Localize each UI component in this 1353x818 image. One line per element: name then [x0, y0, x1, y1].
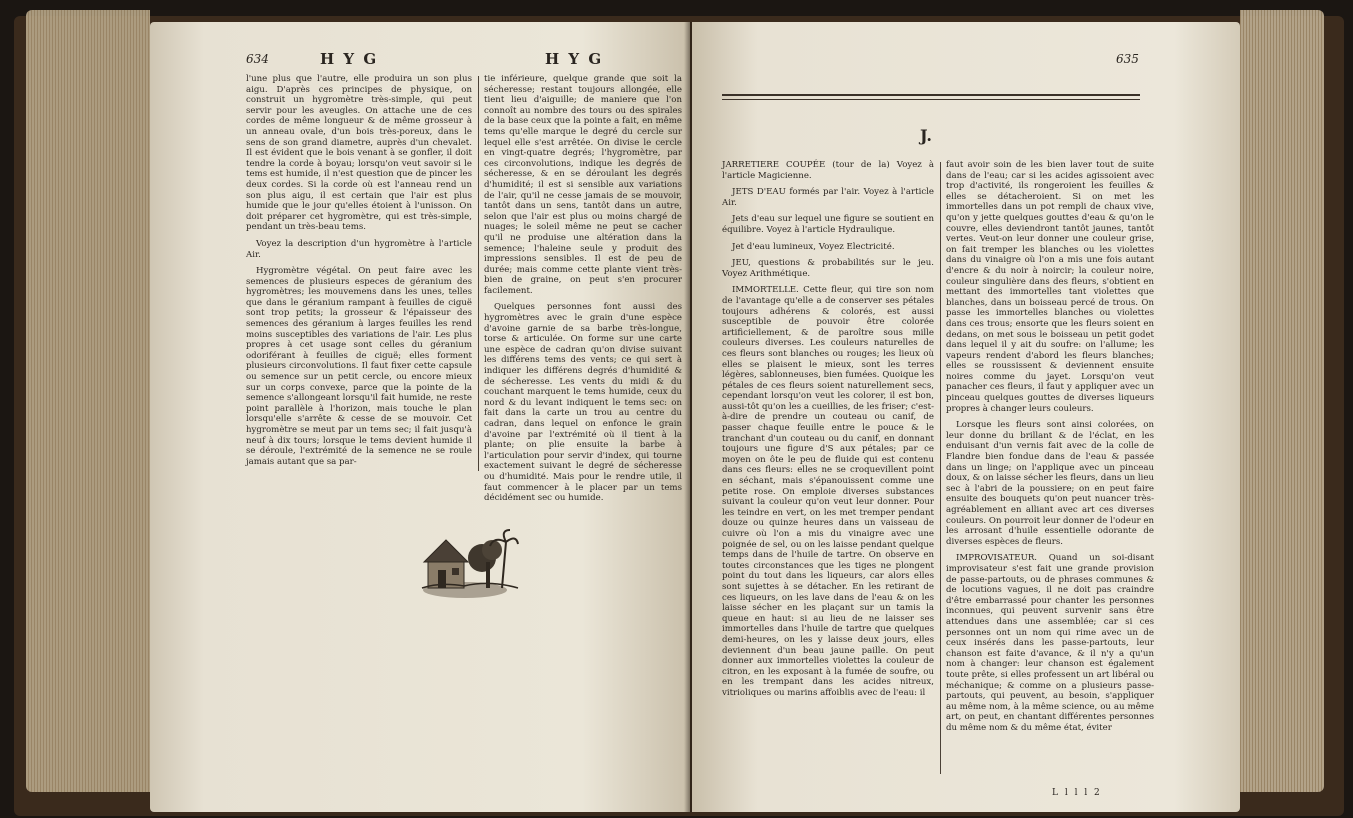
paragraph: Jets d'eau sur lequel une figure se soutient en équilibre. Voyez à l'article Hydraulique. [722, 214, 934, 235]
left-column-1 [246, 74, 472, 474]
paragraph: IMMORTELLE. Cette fleur, qui tire son nom de l'avantage qu'elle a de conserver ses pétales toujours adhérens & colorés, est aussi susceptible de pouvoir être colorée artificiellement, & de paroître sous mille couleurs diverses. Les couleurs naturelles de ces fleurs sont blanches ou rouges; les lieux où elles se plaisent le mieux, sont les terres légères, sablonneuses, bien fumées. Quoique les pétales de ces fleurs soient naturellement secs, cependant lorsqu'on veut les colorer, il est bon, aussi-tôt qu'on les a cueillies, de les friser; c'est-à-dire de prendre un couteau ou canif, de passer chaque feuille entre le pouce & le tranchant d'un couteau ou du canif, en donnant toujours une figure d'S aux pétales; par ce moyen on ôte le peu de fluide qui est contenu dans ces fleurs: elles ne se croquevillent point en séchant, mais s'épanouissent comme une petite rose. On emploie diverses substances suivant la couleur qu'on veut leur donner. Pour les teindre en vert, on les met tremper pendant douze ou quinze heures dans un vaisseau de cuivre où l'on a mis du vinaigre avec une poignée de sel, ou on les laisse pendant quelque temps dans de l'huile de tartre. On observe en toutes circonstances que les tiges ne plongent point du tout dans les liqueurs, car alors elles sont sujettes à se détacher. En les retirant de ces liqueurs, on les lave dans de l'eau & on les laisse sécher en les plaçant sur un tamis la queue en haut: si au lieu de ne laisser ses immortelles dans l'huile de tartre que quelques demi-heures, on les y laisse deux jours, elles deviennent d'un beau jaune paille. On peut donner aux immortelles violettes la couleur de citron, en les exposant à la fumée de soufre, ou en les trempant dans les acides nitreux, vitrioliques ou marins affoiblis avec de l'eau: il [722, 285, 934, 698]
paragraph: JARRETIERE COUPÉE (tour de la) Voyez à l'article Magicienne. [722, 160, 934, 181]
ornamental-rule [722, 94, 1140, 96]
left-column-2 [484, 74, 682, 504]
section-letter: J. [920, 126, 932, 145]
column-rule [478, 76, 479, 471]
page-number-left: 634 [246, 52, 269, 66]
right-column-1 [722, 160, 934, 780]
vignette-engraving [420, 522, 520, 602]
paragraph: l'une plus que l'autre, elle produira un son plus aigu. D'après ces principes de physique, on construit un hygromètre très-simple, qui peut servir pour les aveugles. On attache une de ces cordes de même longueur & de même grosseur à un anneau ovale, d'un bois très-poreux, dans le sens de son grand diametre, auprès d'un chevalet. Il est évident que le bois venant à se gonfler, il doit tendre la corde à boyau; lorsqu'on veut savoir si le tems est humide, il n'est question que de pincer les deux cordes. Si la corde où est l'anneau rend un son plus aigu, il est certain que l'air est plus humide que le jour qu'elles étoient à l'unisson. On doit préparer cet hygromètre, qui est très-simple, pendant un très-beau tems. [246, 74, 472, 233]
paragraph: Jet d'eau lumineux, Voyez Electricité. [732, 241, 895, 252]
column-rule [940, 162, 941, 774]
ornamental-rule-thin [722, 99, 1140, 100]
running-header-right: H Y G [545, 50, 604, 68]
paragraph: faut avoir soin de les bien laver tout de suite dans de l'eau; car si les acides agissoient avec trop d'activité, ils rongeroient les feuilles & elles se détacheroient. Si on met les immortelles dans un pot rempli de chaux vive, qu'on y jette quelques gouttes d'eau & qu'on le couvre, elles deviendront tantôt jaunes, tantôt vertes. Veut-on leur donner une couleur grise, on fait tremper les blanches ou les violettes dans du vinaigre où l'on a mis une fois autant d'encre & du noir à noircir; la couleur noire, couleur singulière dans des fleurs, s'obtient en mettant des immortelles tant violettes que blanches, dans un boisseau percé de trous. On passe les immortelles blanches ou violettes dans ces trous; ensorte que les fleurs soient en dedans, on met sous le boisseau un petit godet dans lequel il y ait du soufre: on l'allume; les vapeurs rendent d'abord les fleurs blanches; elles se roussissent & deviennent ensuite noires comme du jayet. Lorsqu'on veut panacher ces fleurs, il faut y appliquer avec un pinceau quelques gouttes de diverses liqueurs propres à changer leurs couleurs. [946, 160, 1154, 414]
running-header-left: H Y G [320, 50, 379, 68]
page-number-right: 635 [1116, 52, 1139, 66]
paragraph: Voyez la description d'un hygromètre à l'article Air. [246, 238, 472, 260]
paragraph: JEU, questions & probabilités sur le jeu. Voyez Arithmétique. [722, 258, 934, 279]
page-edges-right [1240, 10, 1324, 792]
right-column-2 [946, 160, 1154, 780]
paragraph: Hygromètre végétal. On peut faire avec les semences de plusieurs especes de géranium des hygromètres; les mouvemens dans les unes, telles que dans le géranium rampant à feuilles de ciguë sont trop petits; la grosseur & l'épaisseur des semences des géranium à larges feuilles les rend moins susceptibles des variations de l'air. Les plus propres à cet usage sont celles du géranium odoriférant à feuilles de ciguë; elles forment plusieurs circonvolutions. Il faut fixer cette capsule ou semence sur un petit cercle, ou encore mieux sur un corps convexe, parce que la pointe de la semence s'allongeant lorsqu'il fait humide, ne reste point parallèle à l'horizon, mais touche le plan lorsqu'elle s'arrête & cesse de se mouvoir. Cet hygromètre se meut par un tems sec; il fait jusqu'à neuf à dix tours; lorsque le tems devient humide il se déroule, l'extrémité de la semence ne se roule jamais autant que sa par- [246, 266, 472, 467]
paragraph: JETS D'EAU formés par l'air. Voyez à l'article Air. [722, 187, 934, 208]
paragraph: Lorsque les fleurs sont ainsi colorées, on leur donne du brillant & de l'éclat, en les enduisant d'un vernis fait avec de la colle de Flandre bien fondue dans de l'eau & passée dans un linge; on l'applique avec un pinceau doux, & on laisse sécher les fleurs, dans un lieu sec à l'abri de la poussiere; on en peut faire ensuite des bouquets qu'on peut nuancer très-agréablement en alliant avec art ces diverses couleurs. On pourroit leur donner de l'odeur en les arrosant d'huile essentielle odorante de diverses espèces de fleurs. [946, 420, 1154, 547]
left-page [150, 22, 690, 812]
paragraph: IMPROVISATEUR. Quand un soi-disant improvisateur s'est fait une grande provision de passe-partouts, ou de phrases communes & de locutions vagues, il ne doit pas craindre d'être embarrassé pour chanter les personnes inconnues, qui peuvent survenir sans être attendues dans une assemblée; car si ces personnes ont un nom qui rime avec un de ceux insérés dans les passe-partouts, leur chanson est faite d'avance, & il n'y a qu'un nom à changer: leur chanson est également toute prête, si elles professent un art libéral ou méchanique; & comme on a plusieurs passe-partouts, qui peuvent, au besoin, s'appliquer au même nom, à la même science, ou au même art, on peut, en chantant différentes personnes du même nom & du même état, éviter [946, 553, 1154, 733]
paragraph: Quelques personnes font aussi des hygromètres avec le grain d'une espèce d'avoine garnie de sa barbe très-longue, torse & articulée. On forme sur une carte une espèce de cadran qu'on divise suivant les différens tems des vents; ce qui sert à indiquer les différens degrés d'humidité & de sécheresse. Les vents du midi & du couchant marquent le tems humide, ceux du nord & du levant indiquent le tems sec: on fait dans la carte un trou au centre du cadran, dans lequel on enfonce le grain d'avoine par l'extrémité où il tient à la plante; on plie ensuite la barbe à l'articulation pour servir d'index, qui tourne exactement suivant le degré de sécheresse ou d'humidité. Mais pour le rendre utile, il faut commencer à le placer par un tems décidément sec ou humide. [484, 302, 682, 504]
paragraph: tie inférieure, quelque grande que soit la sécheresse; restant toujours allongée, elle tient lieu d'aiguille; de maniere que l'on connoît au nombre des tours ou des spirales de la base ceux que la pointe a fait, en même tems qu'elle marque le degré du cercle sur lequel elle s'est arrêtée. On divise le cercle en vingt-quatre degrés; l'hygromètre, par ces circonvolutions, indique les degrés de sécheresse, & en se déroulant les degrés d'humidité; il est si sensible aux variations de l'air, qu'il ne cesse jamais de se mouvoir, tantôt dans un sens, tantôt dans un autre, selon que l'air est plus ou moins chargé de nuages; le soleil même ne peut se cacher qu'il ne produise une altération dans la semence; l'haleine seule y produit des impressions sensibles. Il est de peu de durée; mais comme cette plante vient très-bien de graine, on peut s'en procurer facilement. [484, 74, 682, 296]
catchword: L l l l 2 [1052, 788, 1102, 798]
right-page [692, 22, 1240, 812]
page-edges-left [26, 10, 150, 792]
